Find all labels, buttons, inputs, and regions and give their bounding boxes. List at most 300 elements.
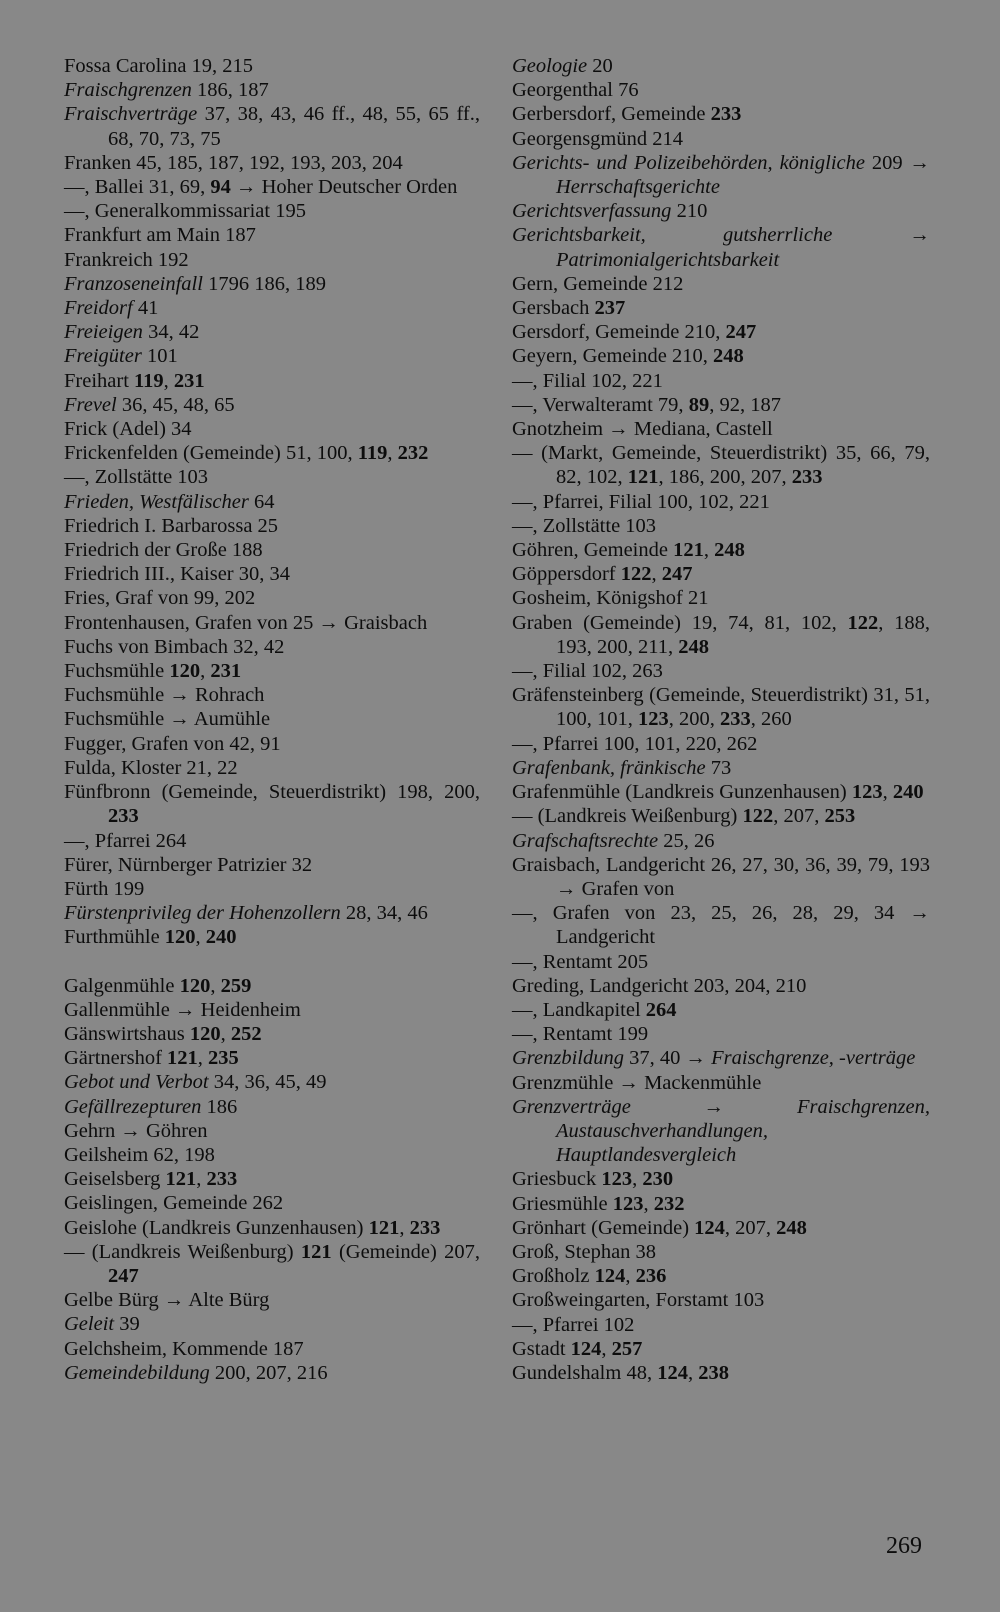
index-entry bbox=[64, 998, 480, 1022]
entry-term-italic: Fraischgrenzen, Austauschverhandlungen, Hauptlandesvergleich bbox=[556, 1095, 930, 1167]
page-ref-bold: 119 bbox=[357, 442, 388, 465]
index-column-left bbox=[64, 54, 480, 1385]
index-entry bbox=[64, 248, 480, 272]
page-ref-bold: 233 bbox=[206, 1168, 238, 1191]
entry-text: Griesmühle bbox=[512, 1192, 613, 1215]
index-entry bbox=[64, 1312, 480, 1336]
entry-text: Göppersdorf bbox=[512, 563, 621, 586]
entry-text: —, Filial 102, 221 bbox=[512, 369, 663, 392]
index-entry bbox=[64, 54, 480, 78]
index-entry bbox=[512, 998, 930, 1022]
index-entry bbox=[64, 441, 480, 465]
entry-text: 34, 36, 45, 49 bbox=[208, 1071, 327, 1094]
page-ref-bold: 121 bbox=[368, 1216, 400, 1239]
index-entry bbox=[512, 1240, 930, 1264]
index-entry bbox=[512, 1071, 930, 1095]
entry-text: Großweingarten, Forstamt 103 bbox=[512, 1289, 765, 1312]
entry-text: 39 bbox=[114, 1313, 140, 1336]
entry-term-italic: Grafschaftsrechte bbox=[512, 829, 659, 852]
index-entry bbox=[512, 974, 930, 998]
index-entry bbox=[64, 586, 480, 610]
entry-text: Fünfbronn (Gemeinde, Steuerdistrikt) 198, 200, bbox=[64, 781, 480, 804]
entry-text: 73 bbox=[705, 756, 732, 779]
page-ref-bold: 120 bbox=[169, 660, 201, 683]
index-entry bbox=[512, 199, 930, 223]
page-ref-bold: 240 bbox=[892, 781, 924, 804]
index-entry bbox=[64, 102, 480, 150]
index-entry bbox=[64, 1361, 480, 1385]
entry-text: Grafenmühle (Landkreis Gunzenhausen) bbox=[512, 781, 852, 804]
index-entry bbox=[64, 1288, 480, 1312]
index-entry bbox=[64, 1119, 480, 1143]
page-ref-bold: 121 bbox=[627, 466, 659, 489]
page-ref-bold: 122 bbox=[620, 563, 652, 586]
entry-text: —, Rentamt 199 bbox=[512, 1023, 649, 1046]
entry-text: , bbox=[220, 1022, 231, 1045]
entry-text: Frickenfelden (Gemeinde) 51, 100, bbox=[64, 442, 358, 465]
index-entry bbox=[64, 490, 480, 514]
index-entry bbox=[512, 514, 930, 538]
page-ref-bold: 121 bbox=[300, 1240, 332, 1263]
index-entry bbox=[512, 393, 930, 417]
page-ref-bold: 123 bbox=[601, 1168, 633, 1191]
entry-text: —, Verwalteramt 79, bbox=[512, 393, 689, 416]
index-entry bbox=[512, 562, 930, 586]
page-ref-bold: 238 bbox=[698, 1361, 729, 1384]
entry-text: , bbox=[643, 1192, 654, 1215]
entry-text: —, Filial 102, 263 bbox=[512, 660, 663, 683]
entry-text: , bbox=[196, 1168, 207, 1191]
entry-text: Fuchsmühle → Rohrach bbox=[64, 684, 265, 707]
entry-text: Fulda, Kloster 21, 22 bbox=[64, 756, 238, 779]
entry-term-italic: Grafenbank, fränkische bbox=[512, 756, 706, 779]
index-entry bbox=[64, 417, 480, 441]
entry-text: , bbox=[387, 442, 398, 465]
entry-text: , bbox=[197, 1047, 209, 1070]
index-entry bbox=[512, 54, 930, 78]
index-entry bbox=[64, 344, 480, 368]
entry-text: Geyern, Gemeinde 210, bbox=[512, 345, 713, 368]
entry-text: , bbox=[651, 563, 662, 586]
page-ref-bold: 257 bbox=[611, 1337, 643, 1360]
entry-text: Furthmühle bbox=[64, 926, 165, 949]
entry-text: — (Landkreis Weißenburg) bbox=[64, 1240, 301, 1263]
index-entry bbox=[64, 974, 480, 998]
entry-text: (Gemeinde) 207, bbox=[331, 1240, 480, 1263]
index-entry bbox=[64, 1240, 480, 1288]
page-ref-bold: 94 bbox=[210, 176, 231, 199]
entry-text: Gstadt bbox=[512, 1337, 571, 1360]
page-ref-bold: 240 bbox=[205, 926, 237, 949]
entry-text: —, Landkapitel bbox=[512, 998, 646, 1021]
entry-text: Grenzmühle → Mackenmühle bbox=[512, 1071, 762, 1094]
entry-text: , bbox=[210, 974, 221, 997]
entry-term-italic: Geologie bbox=[512, 55, 588, 77]
index-entry bbox=[64, 465, 480, 489]
entry-text: , 186, 200, 207, bbox=[658, 466, 792, 489]
page-ref-bold: 123 bbox=[638, 708, 669, 731]
entry-text: Grönhart (Gemeinde) bbox=[512, 1216, 695, 1239]
entry-text: Geislingen, Gemeinde 262 bbox=[64, 1192, 284, 1215]
index-entry bbox=[512, 102, 930, 126]
entry-text: 41 bbox=[132, 297, 159, 320]
index-entry bbox=[512, 127, 930, 151]
entry-text: Friedrich III., Kaiser 30, 34 bbox=[64, 563, 291, 586]
index-entry bbox=[512, 756, 930, 780]
entry-text: Gelchsheim, Kommende 187 bbox=[64, 1337, 304, 1360]
entry-text: , bbox=[601, 1337, 612, 1360]
entry-term-italic: Fraischgrenzen bbox=[64, 79, 192, 102]
entry-text: — (Landkreis Weißenburg) bbox=[512, 805, 743, 828]
entry-text: , bbox=[625, 1265, 636, 1288]
entry-text: Friedrich der Große 188 bbox=[64, 539, 263, 562]
entry-text: —, Pfarrei, Filial 100, 102, 221 bbox=[512, 490, 770, 513]
entry-text: Gersdorf, Gemeinde 210, bbox=[512, 321, 726, 344]
entry-text: Greding, Landgericht 203, 204, 210 bbox=[512, 974, 807, 997]
entry-text: — (Markt, Gemeinde, Steuerdistrikt) 35, 66, 79, 82, 102, bbox=[512, 442, 930, 489]
page-ref-bold: 231 bbox=[210, 660, 242, 683]
index-entry bbox=[512, 151, 930, 199]
entry-text: 20 bbox=[587, 55, 613, 77]
entry-text: , 188, 193, 200, 211, bbox=[556, 611, 931, 658]
entry-text: Gelbe Bürg → Alte Bürg bbox=[64, 1289, 270, 1312]
entry-text: Griesbuck bbox=[512, 1168, 602, 1191]
entry-text: Gerbersdorf, Gemeinde bbox=[512, 103, 711, 126]
entry-text: Gehrn → Göhren bbox=[64, 1119, 208, 1142]
entry-text: Frankreich 192 bbox=[64, 248, 189, 271]
index-entry bbox=[64, 707, 480, 731]
page-ref-bold: 120 bbox=[179, 974, 211, 997]
index-entry bbox=[64, 272, 480, 296]
entry-text: 34, 42 bbox=[142, 321, 200, 344]
index-entry bbox=[512, 417, 930, 441]
page-ref-bold: 124 bbox=[594, 1265, 626, 1288]
index-entry bbox=[512, 950, 930, 974]
entry-text: Gnotzheim → Mediana, Castell bbox=[512, 418, 773, 441]
index-entry bbox=[512, 1095, 930, 1168]
page-ref-bold: 248 bbox=[714, 539, 745, 562]
index-entry bbox=[64, 659, 480, 683]
index-entry bbox=[64, 151, 480, 175]
entry-text: —, Pfarrei 264 bbox=[64, 829, 187, 852]
entry-text: Frontenhausen, Grafen von 25 → Graisbach bbox=[64, 611, 428, 634]
index-entry bbox=[512, 1288, 930, 1312]
entry-text: → Hoher Deutscher Orden bbox=[230, 176, 458, 199]
page-ref-bold: 89 bbox=[688, 393, 710, 416]
page-ref-bold: 252 bbox=[230, 1022, 262, 1045]
entry-text: 37, 38, 43, 46 ff., 48, 55, 65 ff., 68, 70, 73, 75 bbox=[108, 103, 480, 150]
page-ref-bold: 231 bbox=[173, 369, 205, 392]
entry-text: Galgenmühle bbox=[64, 974, 180, 997]
entry-term-italic: Frevel bbox=[64, 393, 117, 416]
entry-text: 37, 40 → bbox=[624, 1047, 712, 1070]
page-ref-bold: 120 bbox=[164, 926, 196, 949]
index-entry bbox=[64, 1070, 480, 1094]
page-ref-bold: 232 bbox=[653, 1192, 685, 1215]
index-entry bbox=[64, 1216, 480, 1240]
entry-text: Gosheim, Königshof 21 bbox=[512, 587, 709, 610]
index-entry bbox=[512, 732, 930, 756]
entry-text: Göhren, Gemeinde bbox=[512, 539, 674, 562]
entry-text: —, Zollstätte 103 bbox=[64, 466, 209, 489]
index-entry bbox=[64, 175, 480, 199]
entry-text: Fries, Graf von 99, 202 bbox=[64, 587, 256, 610]
index-entry bbox=[64, 1022, 480, 1046]
entry-text: Fuchsmühle → Aumühle bbox=[64, 708, 271, 731]
index-entry bbox=[512, 369, 930, 393]
entry-term-italic: Freieigen bbox=[64, 321, 143, 344]
index-entry bbox=[64, 877, 480, 901]
entry-text: 186 bbox=[201, 1095, 238, 1118]
page-number: 269 bbox=[886, 1533, 922, 1559]
index-entry bbox=[512, 1022, 930, 1046]
index-entry bbox=[512, 804, 930, 828]
entry-text: , bbox=[882, 781, 893, 804]
entry-text: —, Zollstätte 103 bbox=[512, 514, 657, 537]
index-entry bbox=[64, 320, 480, 344]
entry-text: —, Pfarrei 100, 101, 220, 262 bbox=[512, 732, 758, 755]
index-entry bbox=[512, 780, 930, 804]
page-ref-bold: 259 bbox=[220, 974, 252, 997]
entry-text: Geislohe (Landkreis Gunzenhausen) bbox=[64, 1216, 369, 1239]
entry-text: 101 bbox=[141, 345, 178, 368]
entry-text: Geiselsberg bbox=[64, 1168, 166, 1191]
entry-term-italic: Frieden, Westfälischer bbox=[64, 490, 249, 513]
entry-text: , bbox=[200, 660, 211, 683]
entry-term-italic: Geleit bbox=[64, 1313, 115, 1336]
entry-text: Gallenmühle → Heidenheim bbox=[64, 998, 301, 1021]
page-ref-bold: 122 bbox=[847, 611, 879, 634]
index-entry bbox=[64, 1167, 480, 1191]
index-entry bbox=[512, 1216, 930, 1240]
index-entry bbox=[512, 223, 930, 271]
page-ref-bold: 247 bbox=[661, 563, 693, 586]
entry-text: 200, 207, 216 bbox=[209, 1361, 328, 1384]
entry-text: Graisbach, Landgericht 26, 27, 30, 36, 39, 79, 193 → Grafen von bbox=[512, 853, 930, 900]
index-entry bbox=[64, 780, 480, 828]
page-ref-bold: 236 bbox=[635, 1265, 667, 1288]
page-ref-bold: 237 bbox=[594, 297, 626, 320]
index-entry bbox=[512, 829, 930, 853]
entry-text: Fugger, Grafen von 42, 91 bbox=[64, 732, 281, 755]
page-ref-bold: 233 bbox=[720, 708, 751, 731]
index-entry bbox=[512, 441, 930, 489]
index-entry bbox=[512, 1361, 930, 1385]
entry-text: , 207, bbox=[724, 1216, 777, 1239]
index-entry bbox=[512, 683, 930, 731]
page-ref-bold: 248 bbox=[712, 345, 744, 368]
index-entry bbox=[512, 320, 930, 344]
index-entry bbox=[64, 223, 480, 247]
entry-text: 28, 34, 46 bbox=[340, 902, 428, 925]
entry-text: , bbox=[399, 1216, 410, 1239]
index-entry bbox=[64, 611, 480, 635]
page-ref-bold: 124 bbox=[694, 1216, 725, 1239]
entry-text: —, Rentamt 205 bbox=[512, 950, 649, 973]
entry-text: Friedrich I. Barbarossa 25 bbox=[64, 514, 279, 537]
entry-term-italic: Freigüter bbox=[64, 345, 142, 368]
index-entry bbox=[64, 369, 480, 393]
index-entry bbox=[512, 1046, 930, 1070]
page-ref-bold: 248 bbox=[776, 1216, 807, 1239]
page-ref-bold: 124 bbox=[657, 1361, 688, 1384]
index-entry bbox=[64, 635, 480, 659]
entry-text: Fürer, Nürnberger Patrizier 32 bbox=[64, 853, 313, 876]
page-ref-bold: 122 bbox=[742, 805, 774, 828]
entry-term-italic: Gebot und Verbot bbox=[64, 1071, 209, 1094]
entry-term-italic: Herrschaftsgerichte bbox=[556, 176, 720, 199]
entry-text: Gänswirtshaus bbox=[64, 1022, 190, 1045]
entry-term-italic: Fraischgrenze, -verträge bbox=[711, 1047, 916, 1070]
entry-text: 186, 187 bbox=[191, 79, 269, 102]
page-ref-bold: 233 bbox=[108, 805, 139, 828]
entry-text: Gundelshalm 48, bbox=[512, 1361, 658, 1384]
index-entry bbox=[512, 901, 930, 949]
index-entry bbox=[64, 732, 480, 756]
entry-term-italic: Patrimonialgerichtsbarkeit bbox=[556, 248, 780, 271]
index-entry bbox=[64, 1337, 480, 1361]
index-entry bbox=[512, 296, 930, 320]
index-entry bbox=[512, 611, 930, 659]
entry-text: Graben (Gemeinde) 19, 74, 81, 102, bbox=[512, 611, 848, 634]
entry-text: 1796 186, 189 bbox=[202, 272, 326, 295]
index-entry bbox=[512, 659, 930, 683]
index-entry bbox=[512, 586, 930, 610]
entry-text: Franken 45, 185, 187, 192, 193, 203, 204 bbox=[64, 151, 403, 174]
page-ref-bold: 230 bbox=[642, 1168, 674, 1191]
index-entry bbox=[64, 562, 480, 586]
index-entry bbox=[64, 1191, 480, 1215]
entry-text: , bbox=[687, 1361, 699, 1384]
index-entry bbox=[64, 1095, 480, 1119]
index-entry bbox=[64, 538, 480, 562]
entry-text: , 92, 187 bbox=[709, 393, 781, 416]
page-ref-bold: 264 bbox=[645, 998, 677, 1021]
entry-text: —, Grafen von 23, 25, 26, 28, 29, 34 → Landgericht bbox=[512, 902, 930, 949]
index-entry bbox=[512, 272, 930, 296]
entry-text: Frankfurt am Main 187 bbox=[64, 224, 256, 247]
entry-text: , bbox=[163, 369, 174, 392]
index-column-right bbox=[512, 54, 930, 1385]
page-ref-bold: 123 bbox=[612, 1192, 644, 1215]
index-entry bbox=[64, 829, 480, 853]
page-ref-bold: 121 bbox=[167, 1047, 198, 1070]
index-entry bbox=[512, 78, 930, 102]
index-entry bbox=[512, 1264, 930, 1288]
entry-text: —, Ballei 31, 69, bbox=[64, 176, 211, 199]
page-ref-bold: 121 bbox=[673, 539, 704, 562]
entry-term-italic: Gemeindebildung bbox=[64, 1361, 210, 1384]
page-ref-bold: 235 bbox=[208, 1047, 239, 1070]
entry-term-italic: Grenzbildung bbox=[512, 1047, 624, 1070]
entry-text: Gräfensteinberg (Gemeinde, Steuerdistrikt) 31, 51, 100, 101, bbox=[512, 684, 930, 731]
entry-text: , 207, bbox=[773, 805, 825, 828]
entry-term-italic: Fraischverträge bbox=[64, 103, 198, 126]
entry-text: , 200, bbox=[668, 708, 720, 731]
page-ref-bold: 119 bbox=[134, 369, 164, 392]
index-entry bbox=[512, 490, 930, 514]
entry-text: → bbox=[630, 1095, 797, 1118]
entry-term-italic: Franzoseneinfall bbox=[64, 272, 203, 295]
entry-text: , bbox=[703, 539, 715, 562]
entry-text: —, Generalkommissariat 195 bbox=[64, 200, 306, 223]
entry-text: Fürth 199 bbox=[64, 877, 145, 900]
index-entry bbox=[64, 393, 480, 417]
index-entry bbox=[64, 1046, 480, 1070]
page-ref-bold: 233 bbox=[409, 1216, 441, 1239]
entry-text: Fuchsmühle bbox=[64, 660, 170, 683]
entry-text: Fossa Carolina 19, 215 bbox=[64, 55, 254, 77]
entry-text: Frick (Adel) 34 bbox=[64, 418, 192, 441]
page-ref-bold: 124 bbox=[570, 1337, 602, 1360]
entry-term-italic: Freidorf bbox=[64, 297, 133, 320]
entry-text: Geilsheim 62, 198 bbox=[64, 1143, 215, 1166]
page-ref-bold: 233 bbox=[710, 103, 742, 126]
entry-term-italic: Gefällrezepturen bbox=[64, 1095, 202, 1118]
page-ref-bold: 232 bbox=[397, 442, 429, 465]
index-entry bbox=[64, 1143, 480, 1167]
entry-text: Fuchs von Bimbach 32, 42 bbox=[64, 635, 285, 658]
entry-text: , bbox=[632, 1168, 643, 1191]
entry-text: , bbox=[195, 926, 206, 949]
entry-term-italic: Grenzverträge bbox=[512, 1095, 631, 1118]
entry-text: 36, 45, 48, 65 bbox=[116, 393, 235, 416]
index-entry bbox=[64, 683, 480, 707]
index-entry bbox=[64, 853, 480, 877]
entry-term-italic: Gerichts- und Polizeibehörden, königliche bbox=[512, 151, 865, 174]
entry-term-italic: Fürstenprivileg der Hohenzollern bbox=[64, 902, 341, 925]
index-entry bbox=[512, 538, 930, 562]
entry-text: 209 → bbox=[864, 151, 930, 174]
entry-text: Groß, Stephan 38 bbox=[512, 1240, 657, 1263]
index-entry bbox=[64, 199, 480, 223]
index-entry bbox=[512, 853, 930, 901]
page-ref-bold: 123 bbox=[851, 781, 883, 804]
page-ref-bold: 248 bbox=[678, 635, 709, 658]
entry-term-italic: Gerichtsbarkeit, gutsherrliche bbox=[512, 224, 833, 247]
entry-text: 25, 26 bbox=[658, 829, 715, 852]
entry-text: Großholz bbox=[512, 1265, 595, 1288]
index-entry bbox=[64, 514, 480, 538]
entry-text: Gärtnershof bbox=[64, 1047, 168, 1070]
section-gap bbox=[64, 950, 480, 974]
page-ref-bold: 247 bbox=[725, 321, 757, 344]
index-entry bbox=[512, 1192, 930, 1216]
index-entry bbox=[512, 1313, 930, 1337]
index-entry bbox=[512, 1337, 930, 1361]
entry-text: Gersbach bbox=[512, 297, 595, 320]
index-entry bbox=[64, 901, 480, 925]
index-entry bbox=[64, 296, 480, 320]
entry-text: Freihart bbox=[64, 369, 135, 392]
index-entry bbox=[64, 756, 480, 780]
page-ref-bold: 120 bbox=[189, 1022, 221, 1045]
index-entry bbox=[512, 344, 930, 368]
entry-text: Georgenthal 76 bbox=[512, 79, 639, 102]
entry-text: → bbox=[832, 224, 931, 247]
entry-text: —, Pfarrei 102 bbox=[512, 1313, 635, 1336]
page-ref-bold: 121 bbox=[165, 1168, 197, 1191]
entry-term-italic: Gerichtsverfassung bbox=[512, 200, 672, 223]
entry-text: 210 bbox=[671, 200, 708, 223]
page-ref-bold: 247 bbox=[108, 1264, 139, 1287]
entry-text: 64 bbox=[248, 490, 275, 513]
page-ref-bold: 233 bbox=[791, 466, 823, 489]
entry-text: , 260 bbox=[750, 708, 792, 731]
index-entry bbox=[512, 1167, 930, 1191]
entry-text: Gern, Gemeinde 212 bbox=[512, 272, 684, 295]
index-entry bbox=[64, 78, 480, 102]
